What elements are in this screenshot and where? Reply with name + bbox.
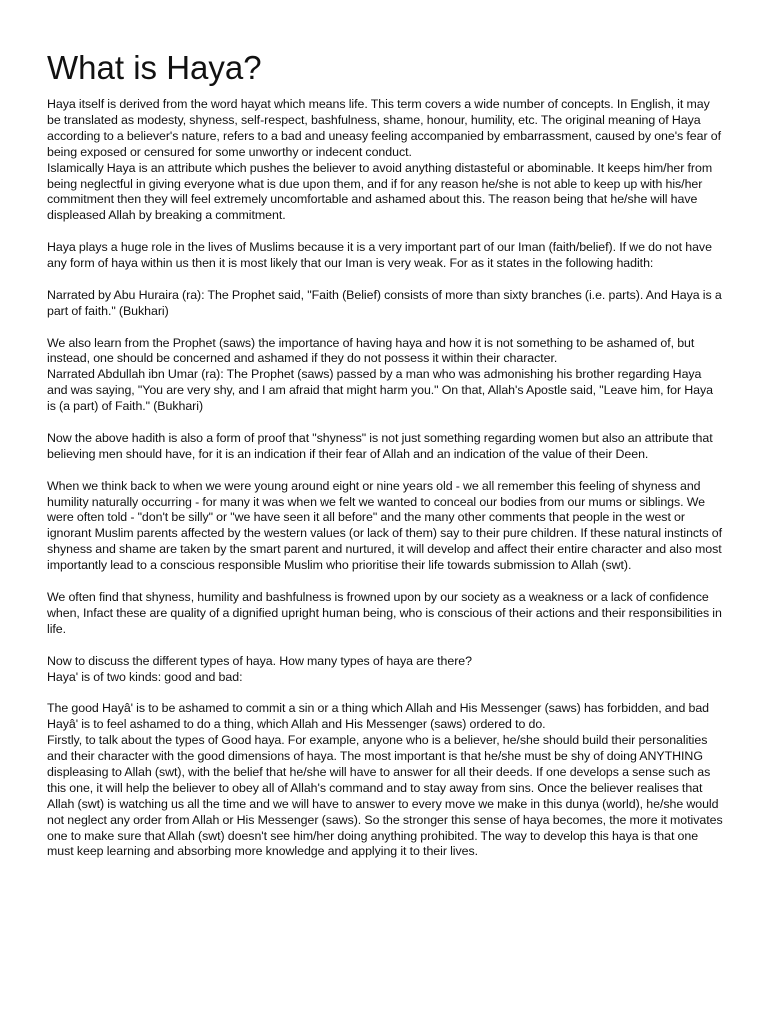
paragraph-line: Narrated Abdullah ibn Umar (ra): The Prophet (saws) passed by a man who was admonishing his brother regarding Haya and was saying, "You are very shy, and I am afraid that might harm you." On that, Allah's Apostle said, "Leave him, for Haya is (a part) of Faith." (Bukhari)	[47, 367, 713, 414]
paragraph-childhood	[47, 479, 723, 574]
document-page	[47, 48, 723, 876]
page-title: What is Haya?	[47, 49, 262, 86]
paragraph-hadith-abu-huraira	[47, 288, 723, 320]
paragraph-iman	[47, 240, 723, 272]
paragraph-line: Haya plays a huge role in the lives of Muslims because it is a very important part of our Iman (faith/belief). If we do not have any form of haya within us then it is most likely that our Iman is very weak. For as it states in the following hadith:	[47, 240, 712, 271]
paragraph-line: Now the above hadith is also a form of proof that "shyness" is not just something regarding women but also an attribute that believing men should have, for it is an indication if their fear of Allah and an indication of the value of their Deen.	[47, 430, 713, 461]
paragraph-line: Haya itself is derived from the word hayat which means life. This term covers a wide number of concepts. In English, it may be translated as modesty, shyness, self-respect, bashfulness, shame, honour, humility, etc. The original meaning of Haya according to a believer's nature, refers to a bad and uneasy feeling accompanied by embarrassment, caused by one's fear of being exposed or censured for some unworthy or indecent conduct.	[47, 97, 721, 159]
paragraph-society	[47, 590, 723, 638]
paragraph-line: When we think back to when we were young around eight or nine years old - we all remember this feeling of shyness and humility naturally occurring - for many it was when we felt we wanted to conceal our bodies from our mums or siblings. We were often told - "don't be silly" or "we have seen it all before" and the many other comments that people in the west or ignorant Muslim parents affected by the western values (or lack of them) say to their pure children. If these natural instincts of shyness and shame are taken by the smart parent and nurtured, it will develop and affect their entire character and also most importantly lead to a conscious responsible Muslim who prioritise their life towards submission to Allah (swt).	[47, 478, 723, 573]
paragraph-shyness-proof	[47, 431, 723, 463]
paragraph-hadith-ibn-umar	[47, 336, 723, 416]
paragraph-line: We often find that shyness, humility and bashfulness is frowned upon by our society as a weakness or a lack of confidence when, Infact these are quality of a dignified upright human being, who is conscious of their actions and their responsibilities in life.	[47, 590, 722, 636]
paragraph-good-bad-haya	[47, 701, 723, 860]
paragraph-types-intro	[47, 654, 723, 686]
paragraph-line: Firstly, to talk about the types of Good haya. For example, anyone who is a believer, he/she should build their personalities and their character with the good dimensions of haya. The most important is that he/she must be shy of doing ANYTHING displeasing to Allah (swt), with the belief that he/she will have to answer for all their deeds. If one develops a sense such as this one, it will help the believer to obey all of Allah's command and to stay away from sins. Once the believer realises that Allah (swt) is watching us all the time and we will have to answer to every move we make in this dunya (world), he/she would not neglect any order from Allah or His Messenger (saws). So the stronger this sense of haya becomes, the more it motivates one to make sure that Allah (swt) doesn't see him/her doing anything prohibited. The way to develop this haya is that one must keep learning and absorbing more knowledge and applying it to their lives.	[47, 733, 723, 859]
paragraph-line: Now to discuss the different types of haya. How many types of haya are there?	[47, 653, 472, 668]
paragraph-line: Narrated by Abu Huraira (ra): The Prophet said, "Faith (Belief) consists of more than sixty branches (i.e. parts). And Haya is a part of faith." (Bukhari)	[47, 287, 722, 318]
paragraph-line: We also learn from the Prophet (saws) the importance of having haya and how it is not something to be ashamed of, but instead, one should be concerned and ashamed if they do not possess it within their character.	[47, 335, 695, 366]
paragraph-definition	[47, 97, 723, 224]
paragraph-line: Haya' is of two kinds: good and bad:	[47, 669, 243, 684]
paragraph-line: Islamically Haya is an attribute which pushes the believer to avoid anything distasteful or abominable. It keeps him/her from being neglectful in giving everyone what is due upon them, and if for any reason he/she is not able to keep up with his/her commitment then they will feel extremely uncomfortable and ashamed about this. The reason being that he/she will have displeased Allah by breaking a commitment.	[47, 160, 713, 223]
paragraph-line: The good Hayâ' is to be ashamed to commit a sin or a thing which Allah and His Messenger (saws) has forbidden, and bad Hayâ' is to feel ashamed to do a thing, which Allah and His Messenger (saws) ordered to do.	[47, 701, 710, 732]
